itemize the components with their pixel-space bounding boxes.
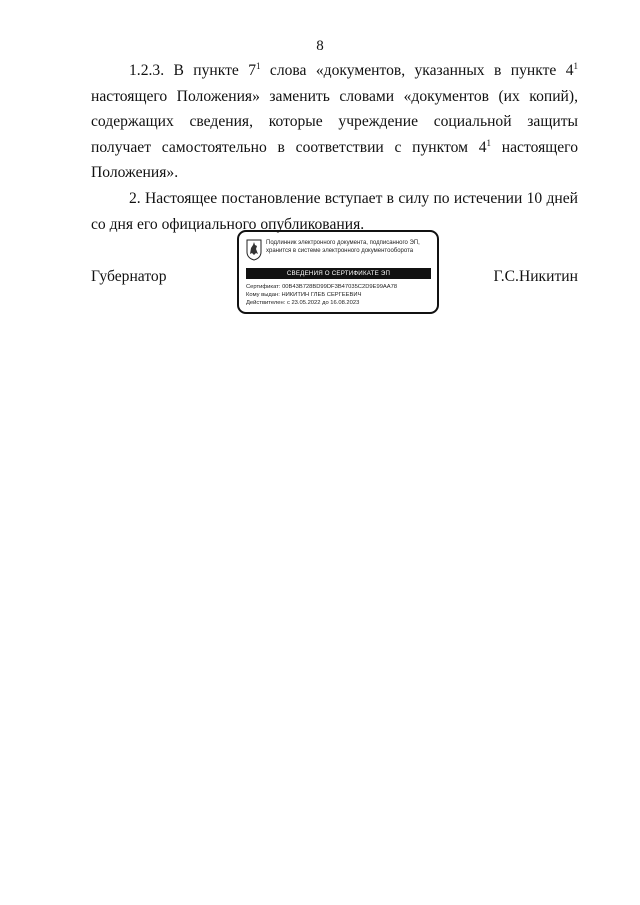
paragraph-2: 2. Настоящее постановление вступает в силу по истечении 10 дней со дня его официального опубликования.: [91, 189, 578, 233]
validity-row: [246, 299, 434, 307]
validity-value: с 23.05.2022 до 16.08.2023: [286, 300, 360, 306]
stamp-note: Подлинник электронного документа, подписанного ЭП, хранится в системе электронного документооборота: [266, 240, 420, 254]
signatory-title: Губернатор: [91, 268, 167, 285]
certificate-value: 00B43B728BD99DF3B47035C2D9E99AA78: [282, 284, 398, 290]
owner-label: Кому выдан:: [246, 292, 280, 298]
paragraph-1-2-3: [91, 58, 578, 186]
paragraph-text: настоящего Положения» заменить словами «документов (их копий), содержащих сведения, которые учреждение социальной защиты получает самостоятельно в соответствии с пунктом 4: [91, 87, 578, 156]
certificate-row: [246, 283, 434, 291]
validity-label: Действителен:: [246, 300, 286, 306]
signatory-name: Г.С.Никитин: [493, 268, 578, 285]
owner-value: НИКИТИН ГЛЕБ СЕРГЕЕВИЧ: [281, 292, 362, 298]
paragraph-text: 1.2.3. В пункте 7: [129, 62, 257, 79]
signature-block: [91, 230, 578, 320]
electronic-signature-stamp: [237, 230, 439, 314]
paragraph-text: слова «документов, указанных в пункте 4: [260, 62, 574, 79]
coat-of-arms-icon: [246, 239, 262, 261]
paragraph-text: настоящего Положения».: [91, 138, 578, 182]
superscript: 1: [486, 137, 492, 148]
stamp-header: СВЕДЕНИЯ О СЕРТИФИКАТЕ ЭП: [246, 268, 431, 279]
owner-row: [246, 291, 434, 299]
certificate-details: [246, 283, 434, 307]
page-number: 8: [316, 38, 324, 54]
superscript: 1: [573, 61, 578, 71]
certificate-label: Сертификат:: [246, 284, 281, 290]
document-body: [91, 58, 578, 237]
superscript: 1: [256, 61, 261, 71]
